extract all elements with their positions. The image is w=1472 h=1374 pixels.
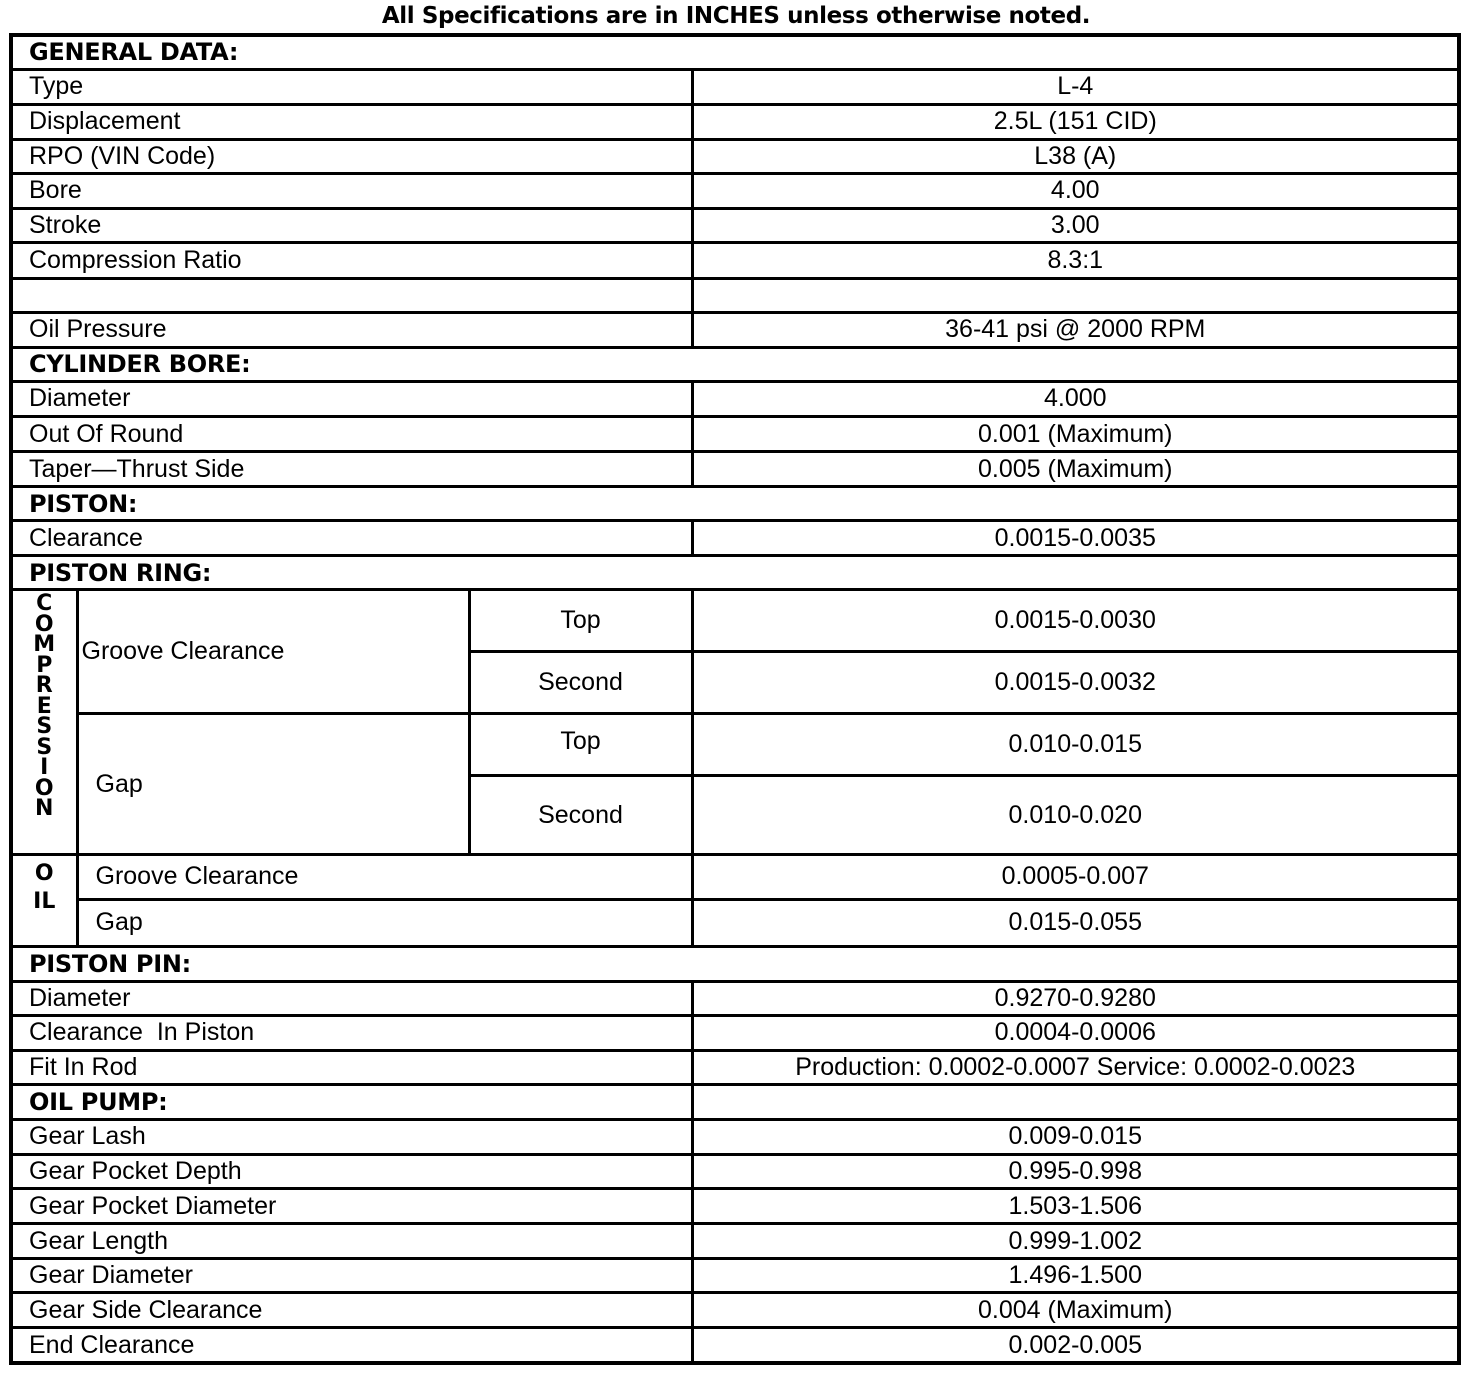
row-label: Displacement (11, 104, 692, 139)
table-row (11, 417, 1459, 452)
row-label: Taper—Thrust Side (11, 452, 692, 487)
row-value: 0.995-0.998 (692, 1155, 1459, 1189)
row-label: Diameter (11, 981, 692, 1015)
row-value: 0.0015-0.0035 (692, 521, 1459, 556)
table-row (11, 139, 1459, 173)
table-row (11, 1119, 1459, 1154)
section-header-cylinder-bore (11, 347, 1459, 381)
row-label: Oil Pressure (11, 312, 692, 347)
oil-vertical-label (11, 854, 77, 946)
table-row (11, 1050, 1459, 1084)
row-value: 0.015-0.055 (692, 899, 1459, 946)
row-value (692, 1084, 1459, 1119)
section-heading: PISTON PIN: (11, 946, 1459, 981)
row-value: 3.00 (692, 208, 1459, 242)
row-label: Gear Side Clearance (11, 1293, 692, 1328)
table-row (11, 854, 1459, 899)
table-row (11, 590, 1459, 652)
table-row (11, 1328, 1459, 1363)
table-row (11, 452, 1459, 487)
table-row (11, 69, 1459, 104)
ring-position-label: Top (469, 590, 692, 652)
table-row-empty (11, 278, 1459, 312)
row-value: 1.503-1.506 (692, 1189, 1459, 1224)
row-label: Type (11, 69, 692, 104)
page-title: All Specifications are in INCHES unless otherwise noted. (381, 3, 1091, 29)
row-label: RPO (VIN Code) (11, 139, 692, 173)
ring-position-label: Second (469, 652, 692, 714)
row-label: Groove Clearance (77, 854, 692, 899)
row-value: 8.3:1 (692, 242, 1459, 278)
table-row (11, 1259, 1459, 1293)
row-label: Gear Pocket Depth (11, 1155, 692, 1189)
section-heading: PISTON: (11, 487, 1459, 521)
row-value: 0.9270-0.9280 (692, 981, 1459, 1015)
row-value: 0.999-1.002 (692, 1224, 1459, 1259)
table-row (11, 1293, 1459, 1328)
row-value (692, 278, 1459, 312)
section-heading: OIL PUMP: (11, 1084, 692, 1119)
row-value: Production: 0.0002-0.0007 Service: 0.0002-0.0023 (692, 1050, 1459, 1084)
section-heading: GENERAL DATA: (11, 35, 1459, 69)
table-row (11, 381, 1459, 416)
row-value: L38 (A) (692, 139, 1459, 173)
row-value: 2.5L (151 CID) (692, 104, 1459, 139)
row-label (11, 278, 692, 312)
row-label: Fit In Rod (11, 1050, 692, 1084)
row-label: Diameter (11, 381, 692, 416)
row-label: Gear Length (11, 1224, 692, 1259)
section-header-oil-pump (11, 1084, 1459, 1119)
row-label: Clearance (11, 521, 692, 556)
row-value: 36-41 psi @ 2000 RPM (692, 312, 1459, 347)
compression-vertical-label (11, 590, 77, 854)
row-value: 0.010-0.015 (692, 714, 1459, 776)
row-value: 1.496-1.500 (692, 1259, 1459, 1293)
section-header-piston-pin (11, 946, 1459, 981)
groove-clearance-label: Groove Clearance (77, 590, 469, 714)
section-header-piston (11, 487, 1459, 521)
row-value: 0.004 (Maximum) (692, 1293, 1459, 1328)
row-label: Stroke (11, 208, 692, 242)
table-row (11, 521, 1459, 556)
gap-label: Gap (77, 714, 469, 854)
table-row (11, 1224, 1459, 1259)
row-value: 0.010-0.020 (692, 776, 1459, 854)
row-label: Bore (11, 173, 692, 208)
oil-label-text: OIL (33, 860, 56, 914)
row-value: 0.001 (Maximum) (692, 417, 1459, 452)
specifications-table (9, 33, 1461, 1365)
row-value: 4.00 (692, 173, 1459, 208)
row-value: 0.0005-0.007 (692, 854, 1459, 899)
table-row (11, 1015, 1459, 1050)
table-row (11, 104, 1459, 139)
row-value: 0.0015-0.0032 (692, 652, 1459, 714)
table-row (11, 1189, 1459, 1224)
ring-position-label: Second (469, 776, 692, 854)
row-value: 0.005 (Maximum) (692, 452, 1459, 487)
table-row (11, 1155, 1459, 1189)
row-label: End Clearance (11, 1328, 692, 1363)
row-value: 0.002-0.005 (692, 1328, 1459, 1363)
row-label: Compression Ratio (11, 242, 692, 278)
row-label: Gear Lash (11, 1119, 692, 1154)
row-value: 0.0015-0.0030 (692, 590, 1459, 652)
row-value: 0.009-0.015 (692, 1119, 1459, 1154)
row-label: Gear Pocket Diameter (11, 1189, 692, 1224)
table-row (11, 899, 1459, 946)
table-row (11, 312, 1459, 347)
row-label: Gap (77, 899, 692, 946)
table-row (11, 208, 1459, 242)
table-row (11, 173, 1459, 208)
table-row (11, 242, 1459, 278)
ring-position-label: Top (469, 714, 692, 776)
row-label: Gear Diameter (11, 1259, 692, 1293)
row-label: Out Of Round (11, 417, 692, 452)
row-value: L-4 (692, 69, 1459, 104)
section-header-general-data (11, 35, 1459, 69)
row-value: 4.000 (692, 381, 1459, 416)
table-row (11, 714, 1459, 776)
table-row (11, 981, 1459, 1015)
section-header-piston-ring (11, 556, 1459, 590)
section-heading: PISTON RING: (11, 556, 1459, 590)
compression-label-text: COMPRESSION (33, 591, 56, 822)
row-label: Clearance In Piston (11, 1015, 692, 1050)
row-value: 0.0004-0.0006 (692, 1015, 1459, 1050)
section-heading: CYLINDER BORE: (11, 347, 1459, 381)
